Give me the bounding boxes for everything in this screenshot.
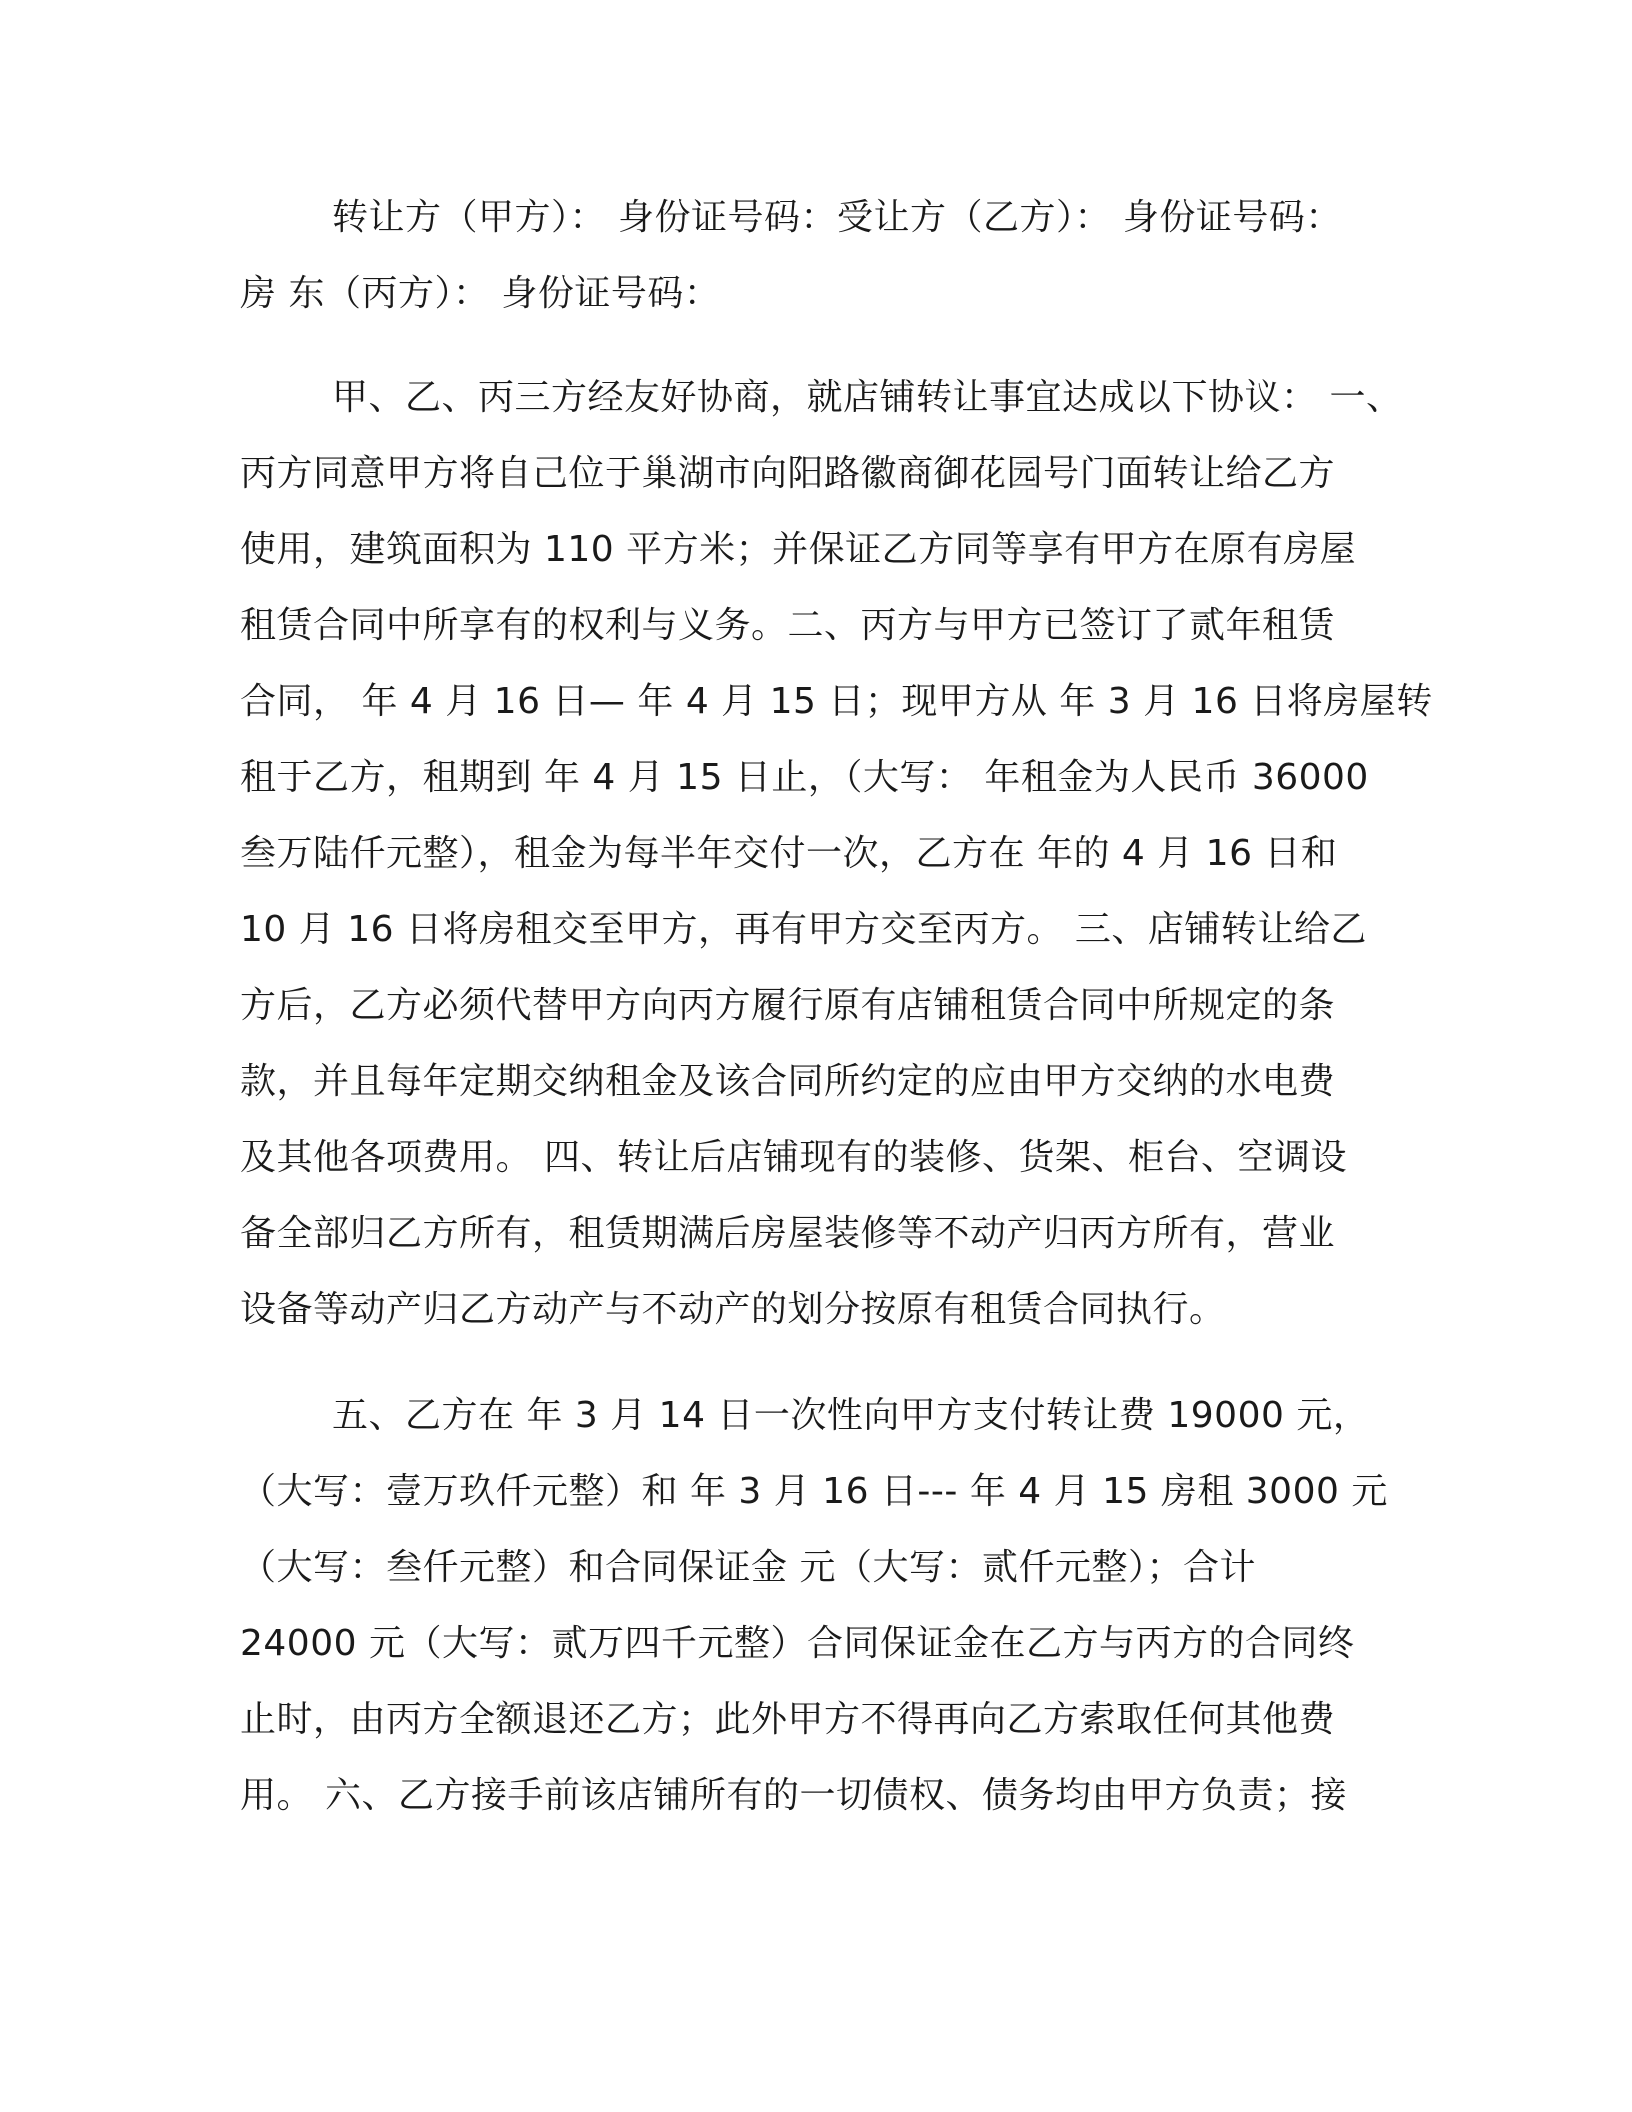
text-line: （大写：壹万玖仟元整）和 年 3 月 16 日--- 年 4 月 15 房租 3000 元 <box>240 1471 1388 1512</box>
text-line: 房 东（丙方）： 身份证号码： <box>240 273 721 314</box>
text-line: 转让方（甲方）： 身份证号码：受让方（乙方）： 身份证号码： <box>332 197 1342 238</box>
text-line: 合同， 年 4 月 16 日— 年 4 月 15 日；现甲方从 年 3 月 16 日将房屋转 <box>240 681 1433 722</box>
text-line: 10 月 16 日将房租交至甲方，再有甲方交至丙方。 三、店铺转让给乙 <box>240 909 1367 950</box>
text-line: （大写：叁仟元整）和合同保证金 元（大写：贰仟元整）；合计 <box>240 1547 1256 1588</box>
text-line: 五、乙方在 年 3 月 14 日一次性向甲方支付转让费 19000 元， <box>332 1395 1370 1436</box>
text-line: 设备等动产归乙方动产与不动产的划分按原有租赁合同执行。 <box>240 1289 1226 1330</box>
text-line: 用。 六、乙方接手前该店铺所有的一切债权、债务均由甲方负责；接 <box>240 1775 1347 1816</box>
text-line: 租赁合同中所享有的权利与义务。二、丙方与甲方已签订了贰年租赁 <box>240 605 1336 646</box>
text-line: 使用，建筑面积为 110 平方米；并保证乙方同等享有甲方在原有房屋 <box>240 529 1357 570</box>
text-line: 丙方同意甲方将自己位于巢湖市向阳路徽商御花园号门面转让给乙方 <box>240 453 1336 494</box>
text-line: 甲、乙、丙三方经友好协商，就店铺转让事宜达成以下协议： 一、 <box>332 377 1403 418</box>
text-line: 备全部归乙方所有，租赁期满后房屋装修等不动产归丙方所有，营业 <box>240 1213 1336 1254</box>
text-line: 租于乙方，租期到 年 4 月 15 日止，（大写： 年租金为人民币 36000 <box>240 757 1369 798</box>
text-line: 止时，由丙方全额退还乙方；此外甲方不得再向乙方索取任何其他费 <box>240 1699 1336 1740</box>
text-line: 叁万陆仟元整），租金为每半年交付一次，乙方在 年的 4 月 16 日和 <box>240 833 1338 874</box>
text-line: 方后，乙方必须代替甲方向丙方履行原有店铺租赁合同中所规定的条 <box>240 985 1336 1026</box>
text-line: 24000 元（大写：贰万四千元整）合同保证金在乙方与丙方的合同终 <box>240 1623 1355 1664</box>
text-line: 款，并且每年定期交纳租金及该合同所约定的应由甲方交纳的水电费 <box>240 1061 1336 1102</box>
text-line: 及其他各项费用。 四、转让后店铺现有的装修、货架、柜台、空调设 <box>240 1137 1347 1178</box>
